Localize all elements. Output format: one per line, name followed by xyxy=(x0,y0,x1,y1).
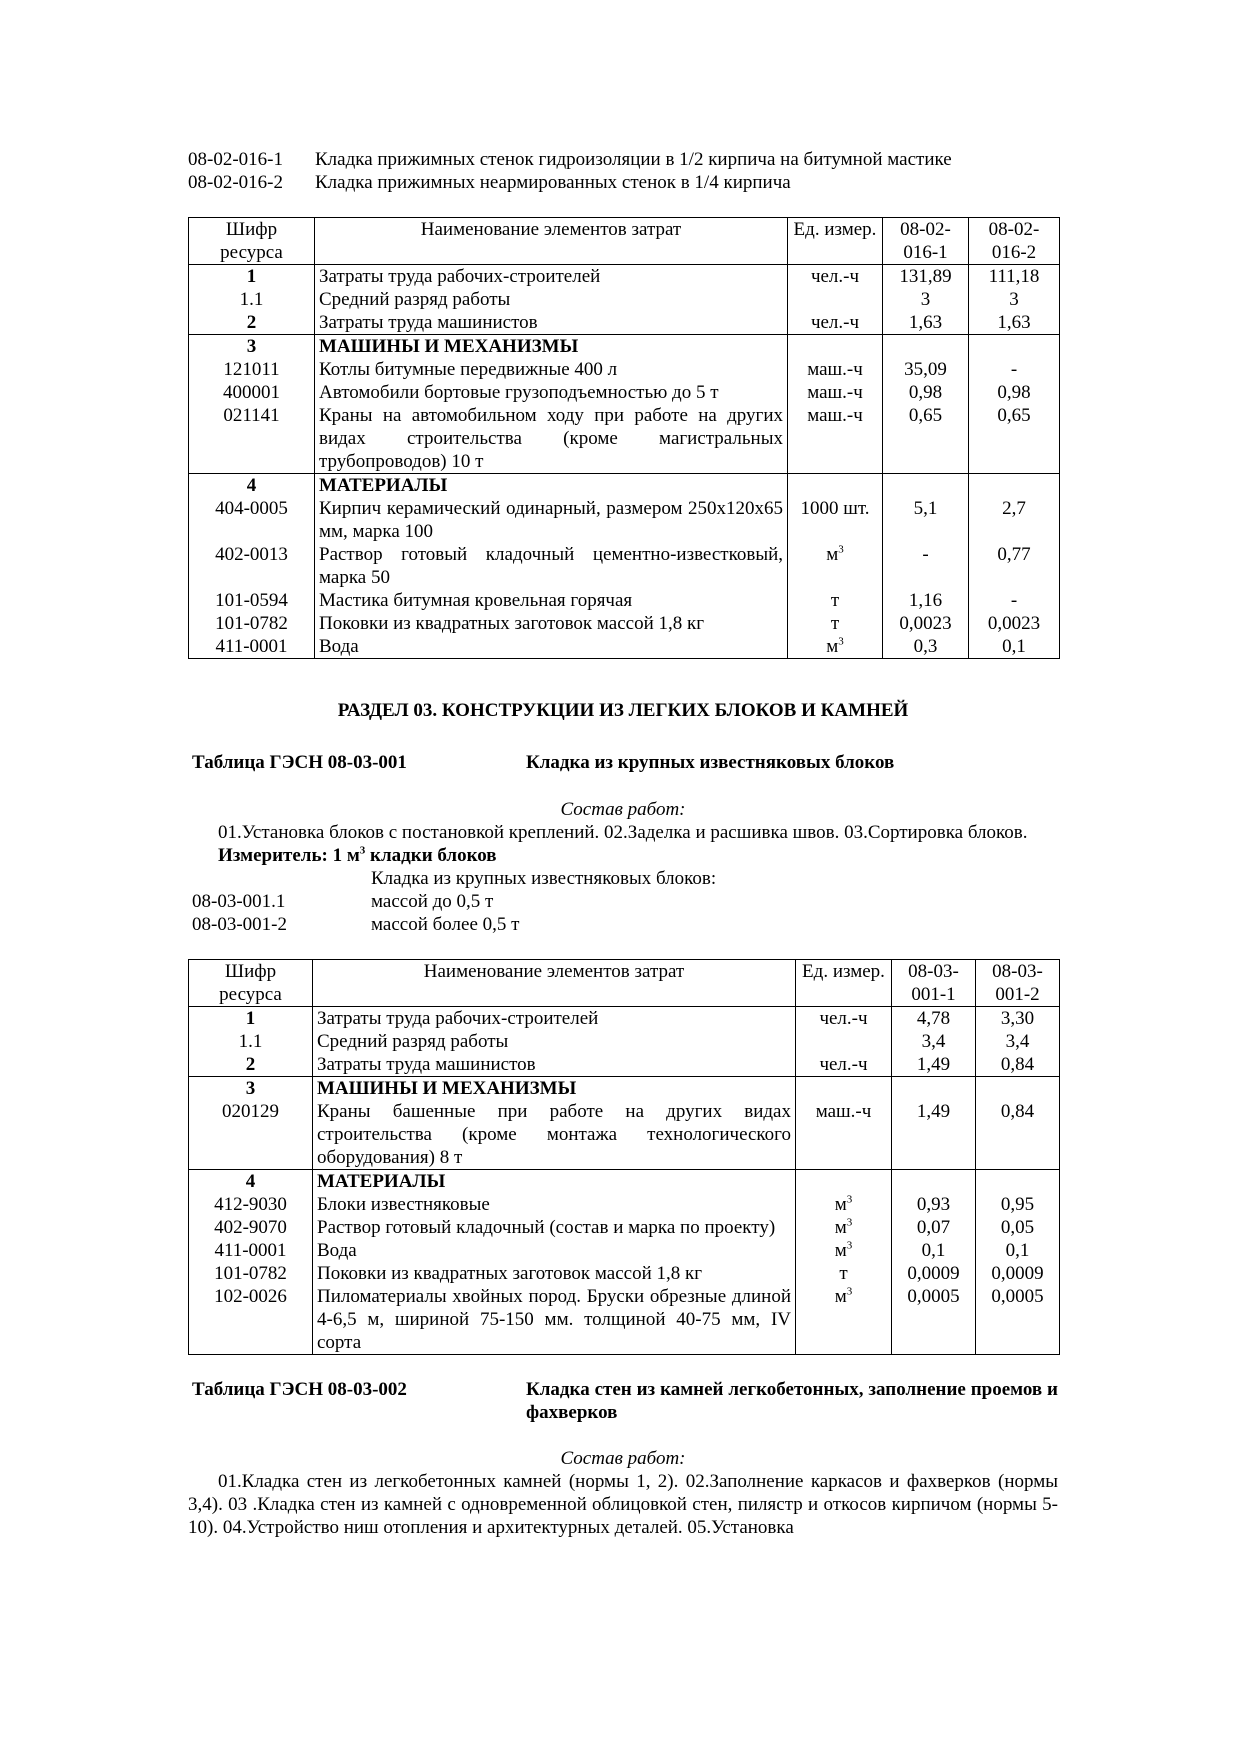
cell-code: 101-0782 xyxy=(189,1262,313,1285)
header-code: Шифр ресурса xyxy=(189,960,313,1007)
cell-value-2: 0,84 xyxy=(976,1053,1060,1077)
header-name: Наименование элементов затрат xyxy=(315,218,788,265)
cell-code: 411-0001 xyxy=(189,635,315,659)
cell-unit: чел.-ч xyxy=(796,1007,892,1031)
cell-value-2: 0,1 xyxy=(969,635,1060,659)
cell-code: 3 xyxy=(189,1077,313,1101)
cell-code: 4 xyxy=(189,1170,313,1194)
table-row xyxy=(189,612,1060,635)
cell-value-1: 0,0005 xyxy=(892,1285,976,1355)
cell-name: Затраты труда машинистов xyxy=(313,1053,796,1077)
cell-name: Котлы битумные передвижные 400 л xyxy=(315,358,788,381)
cell-name: Раствор готовый кладочный (состав и марка по проекту) xyxy=(313,1216,796,1239)
work-composition-text: 01.Кладка стен из легкобетонных камней (нормы 1, 2). 02.Заполнение каркасов и фахверков (нормы 3,4). 03 .Кладка стен из камней с одновременной облицовкой стен, пилястр и откосов кирпичом (нормы 5-10). 04.Устройство ниш отопления и архитектурных деталей. 05.Установка xyxy=(188,1471,1058,1538)
table-row xyxy=(189,1100,1060,1170)
cell-value-2: 3,4 xyxy=(976,1030,1060,1053)
cell-unit: $м^3$ xyxy=(796,1239,892,1262)
cell-value-2: 2,7 xyxy=(969,497,1060,543)
cell-name: Краны башенные при работе на других видах строительства (кроме монтажа технологического оборудования) 8 т xyxy=(313,1100,796,1170)
measure-prefix: Измеритель: 1 м xyxy=(218,845,360,866)
cell-unit: т xyxy=(788,589,883,612)
cell-value-1: 131,89 xyxy=(883,265,969,289)
cell-value-2: 0,95 xyxy=(976,1193,1060,1216)
table-name: Кладка стен из камней легкобетонных, заполнение проемов и фахверков xyxy=(526,1379,1058,1423)
cell-unit xyxy=(788,288,883,311)
cell-code: 3 xyxy=(189,335,315,359)
cell-code: 121011 xyxy=(189,358,315,381)
table-row xyxy=(189,1030,1060,1053)
measure-sup: 3 xyxy=(359,844,366,857)
cell-unit: 1000 шт. xyxy=(788,497,883,543)
table-row xyxy=(189,497,1060,543)
intro-line xyxy=(188,148,1058,171)
table-header-row xyxy=(189,218,1060,265)
cell-value-2: 3 xyxy=(969,288,1060,311)
cell-value-2: 111,18 xyxy=(969,265,1060,289)
cell-code: 2 xyxy=(189,311,315,335)
cell-name: Средний разряд работы xyxy=(313,1030,796,1053)
table-row xyxy=(189,358,1060,381)
cell-name: Автомобили бортовые грузоподъемностью до 5 т xyxy=(315,381,788,404)
cell-code: 400001 xyxy=(189,381,315,404)
cell-value-1: 0,65 xyxy=(883,404,969,474)
table-label: Таблица ГЭСН 08-03-002 xyxy=(192,1379,407,1400)
cell-name: Кирпич керамический одинарный, размером 250х120х65 мм, марка 100 xyxy=(315,497,788,543)
cell-code: 021141 xyxy=(189,404,315,474)
group-title: МАТЕРИАЛЫ xyxy=(315,474,788,498)
cell-code: 4 xyxy=(189,474,315,498)
header-norm-2: 08-03-001-2 xyxy=(976,960,1060,1007)
table-row xyxy=(189,589,1060,612)
cell-value-2: 0,84 xyxy=(976,1100,1060,1170)
table-label: Таблица ГЭСН 08-03-001 xyxy=(192,752,407,773)
cell-value-1: 0,0023 xyxy=(883,612,969,635)
cell-name: Затраты труда рабочих-строителей xyxy=(313,1007,796,1031)
header-norm-1: 08-03-001-1 xyxy=(892,960,976,1007)
table-group-row xyxy=(189,335,1060,359)
cell-name: Краны на автомобильном ходу при работе на других видах строительства (кроме магистральных трубопроводов) 10 т xyxy=(315,404,788,474)
cell-value-1: 1,49 xyxy=(892,1100,976,1170)
work-composition-text: 01.Установка блоков с постановкой креплений. 02.Заделка и расшивка швов. 03.Сортировка блоков. xyxy=(218,822,1028,843)
cell-unit: $м^3$ xyxy=(788,635,883,659)
cell-value-2: - xyxy=(969,358,1060,381)
resource-table-08-02-016 xyxy=(188,217,1060,659)
table-row xyxy=(189,543,1060,589)
table-row xyxy=(189,1007,1060,1031)
variants-title: Кладка из крупных известняковых блоков: xyxy=(371,868,717,889)
table-row xyxy=(189,404,1060,474)
cell-name: Вода xyxy=(313,1239,796,1262)
cell-unit: т xyxy=(788,612,883,635)
cell-code: 1.1 xyxy=(189,288,315,311)
cell-code: 101-0782 xyxy=(189,612,315,635)
table-row xyxy=(189,1053,1060,1077)
table-row xyxy=(189,381,1060,404)
cell-name: Блоки известняковые xyxy=(313,1193,796,1216)
cell-unit: $м^3$ xyxy=(796,1285,892,1355)
cell-unit: чел.-ч xyxy=(788,311,883,335)
cell-value-2: - xyxy=(969,589,1060,612)
cell-code: 2 xyxy=(189,1053,313,1077)
intro-line xyxy=(188,171,1058,194)
table-group-row xyxy=(189,474,1060,498)
cell-value-2: 0,0023 xyxy=(969,612,1060,635)
cell-name: Раствор готовый кладочный цементно-известковый, марка 50 xyxy=(315,543,788,589)
measure-suffix: кладки блоков xyxy=(365,845,497,866)
document-page xyxy=(188,148,1058,1539)
cell-value-1: 1,49 xyxy=(892,1053,976,1077)
cell-unit: маш.-ч xyxy=(788,404,883,474)
resource-table-08-03-001 xyxy=(188,959,1060,1355)
group-title: МАШИНЫ И МЕХАНИЗМЫ xyxy=(315,335,788,359)
cell-value-1: 0,98 xyxy=(883,381,969,404)
cell-code: 101-0594 xyxy=(189,589,315,612)
cell-value-2: 0,77 xyxy=(969,543,1060,589)
cell-value-2: 3,30 xyxy=(976,1007,1060,1031)
cell-unit: маш.-ч xyxy=(796,1100,892,1170)
measure-unit xyxy=(188,844,1058,867)
cell-value-1: 4,78 xyxy=(892,1007,976,1031)
norm-description: Кладка прижимных неармированных стенок в 1/4 кирпича xyxy=(315,172,791,193)
table-title xyxy=(188,751,1058,774)
cell-code: 412-9030 xyxy=(189,1193,313,1216)
cell-unit: чел.-ч xyxy=(796,1053,892,1077)
group-title: МАШИНЫ И МЕХАНИЗМЫ xyxy=(313,1077,796,1101)
cell-value-1: 0,07 xyxy=(892,1216,976,1239)
header-norm-2: 08-02-016-2 xyxy=(969,218,1060,265)
group-title: МАТЕРИАЛЫ xyxy=(313,1170,796,1194)
cell-value-1: 5,1 xyxy=(883,497,969,543)
cell-name: Поковки из квадратных заготовок массой 1,8 кг xyxy=(315,612,788,635)
variant-text: массой до 0,5 т xyxy=(371,891,494,912)
header-unit: Ед. измер. xyxy=(788,218,883,265)
table-row xyxy=(189,1216,1060,1239)
cell-value-2: 1,63 xyxy=(969,311,1060,335)
cell-code: 402-0013 xyxy=(189,543,315,589)
cell-value-1: 0,0009 xyxy=(892,1262,976,1285)
cell-value-2: 0,0005 xyxy=(976,1285,1060,1355)
cell-name: Пиломатериалы хвойных пород. Бруски обрезные длиной 4-6,5 м, шириной 75-150 мм. толщиной 40-75 мм, IV сорта xyxy=(313,1285,796,1355)
cell-name: Вода xyxy=(315,635,788,659)
header-name: Наименование элементов затрат xyxy=(313,960,796,1007)
norm-description: Кладка прижимных стенок гидроизоляции в 1/2 кирпича на битумной мастике xyxy=(315,149,952,170)
cell-unit: маш.-ч xyxy=(788,381,883,404)
header-unit: Ед. измер. xyxy=(796,960,892,1007)
work-composition-label: Состав работ: xyxy=(560,799,686,820)
table-row xyxy=(189,1262,1060,1285)
work-composition-label: Состав работ: xyxy=(560,1448,686,1469)
cell-value-2: 0,1 xyxy=(976,1239,1060,1262)
cell-value-1: 3,4 xyxy=(892,1030,976,1053)
cell-value-2: 0,05 xyxy=(976,1216,1060,1239)
cell-name: Затраты труда машинистов xyxy=(315,311,788,335)
cell-value-2: 0,0009 xyxy=(976,1262,1060,1285)
table-group-row xyxy=(189,1170,1060,1194)
cell-value-1: - xyxy=(883,543,969,589)
cell-value-1: 0,93 xyxy=(892,1193,976,1216)
cell-code: 1.1 xyxy=(189,1030,313,1053)
table-row xyxy=(189,311,1060,335)
table-row xyxy=(189,1193,1060,1216)
variant-item xyxy=(188,913,1058,936)
section-title: РАЗДЕЛ 03. КОНСТРУКЦИИ ИЗ ЛЕГКИХ БЛОКОВ И КАМНЕЙ xyxy=(337,700,909,721)
cell-code: 404-0005 xyxy=(189,497,315,543)
table-row xyxy=(189,288,1060,311)
table-group-row xyxy=(189,1077,1060,1101)
norm-code: 08-02-016-2 xyxy=(188,172,283,193)
header-norm-1: 08-02-016-1 xyxy=(883,218,969,265)
cell-unit: $м^3$ xyxy=(788,543,883,589)
cell-unit: $м^3$ xyxy=(796,1193,892,1216)
cell-value-1: 0,3 xyxy=(883,635,969,659)
variant-code: 08-03-001.1 xyxy=(192,891,286,912)
norm-code: 08-02-016-1 xyxy=(188,149,283,170)
header-code: Шифр ресурса xyxy=(189,218,315,265)
variant-code: 08-03-001-2 xyxy=(192,914,287,935)
cell-value-1: 3 xyxy=(883,288,969,311)
cell-value-1: 1,16 xyxy=(883,589,969,612)
cell-name: Средний разряд работы xyxy=(315,288,788,311)
table-header-row xyxy=(189,960,1060,1007)
cell-code: 1 xyxy=(189,265,315,289)
variant-list xyxy=(188,867,1058,936)
table-name: Кладка из крупных известняковых блоков xyxy=(526,752,895,773)
variant-item xyxy=(188,890,1058,913)
cell-name: Затраты труда рабочих-строителей xyxy=(315,265,788,289)
cell-code: 402-9070 xyxy=(189,1216,313,1239)
cell-code: 020129 xyxy=(189,1100,313,1170)
cell-name: Мастика битумная кровельная горячая xyxy=(315,589,788,612)
cell-unit: маш.-ч xyxy=(788,358,883,381)
table-row xyxy=(189,265,1060,289)
cell-value-2: 0,98 xyxy=(969,381,1060,404)
cell-name: Поковки из квадратных заготовок массой 1,8 кг xyxy=(313,1262,796,1285)
cell-code: 411-0001 xyxy=(189,1239,313,1262)
cell-unit: чел.-ч xyxy=(788,265,883,289)
cell-unit: $м^3$ xyxy=(796,1216,892,1239)
table-row xyxy=(189,635,1060,659)
variant-text: массой более 0,5 т xyxy=(371,914,520,935)
cell-unit: т xyxy=(796,1262,892,1285)
cell-value-2: 0,65 xyxy=(969,404,1060,474)
cell-value-1: 0,1 xyxy=(892,1239,976,1262)
cell-code: 1 xyxy=(189,1007,313,1031)
cell-value-1: 1,63 xyxy=(883,311,969,335)
table-row xyxy=(189,1285,1060,1355)
cell-unit xyxy=(796,1030,892,1053)
table-title xyxy=(188,1378,1058,1424)
table-row xyxy=(189,1239,1060,1262)
cell-code: 102-0026 xyxy=(189,1285,313,1355)
cell-value-1: 35,09 xyxy=(883,358,969,381)
